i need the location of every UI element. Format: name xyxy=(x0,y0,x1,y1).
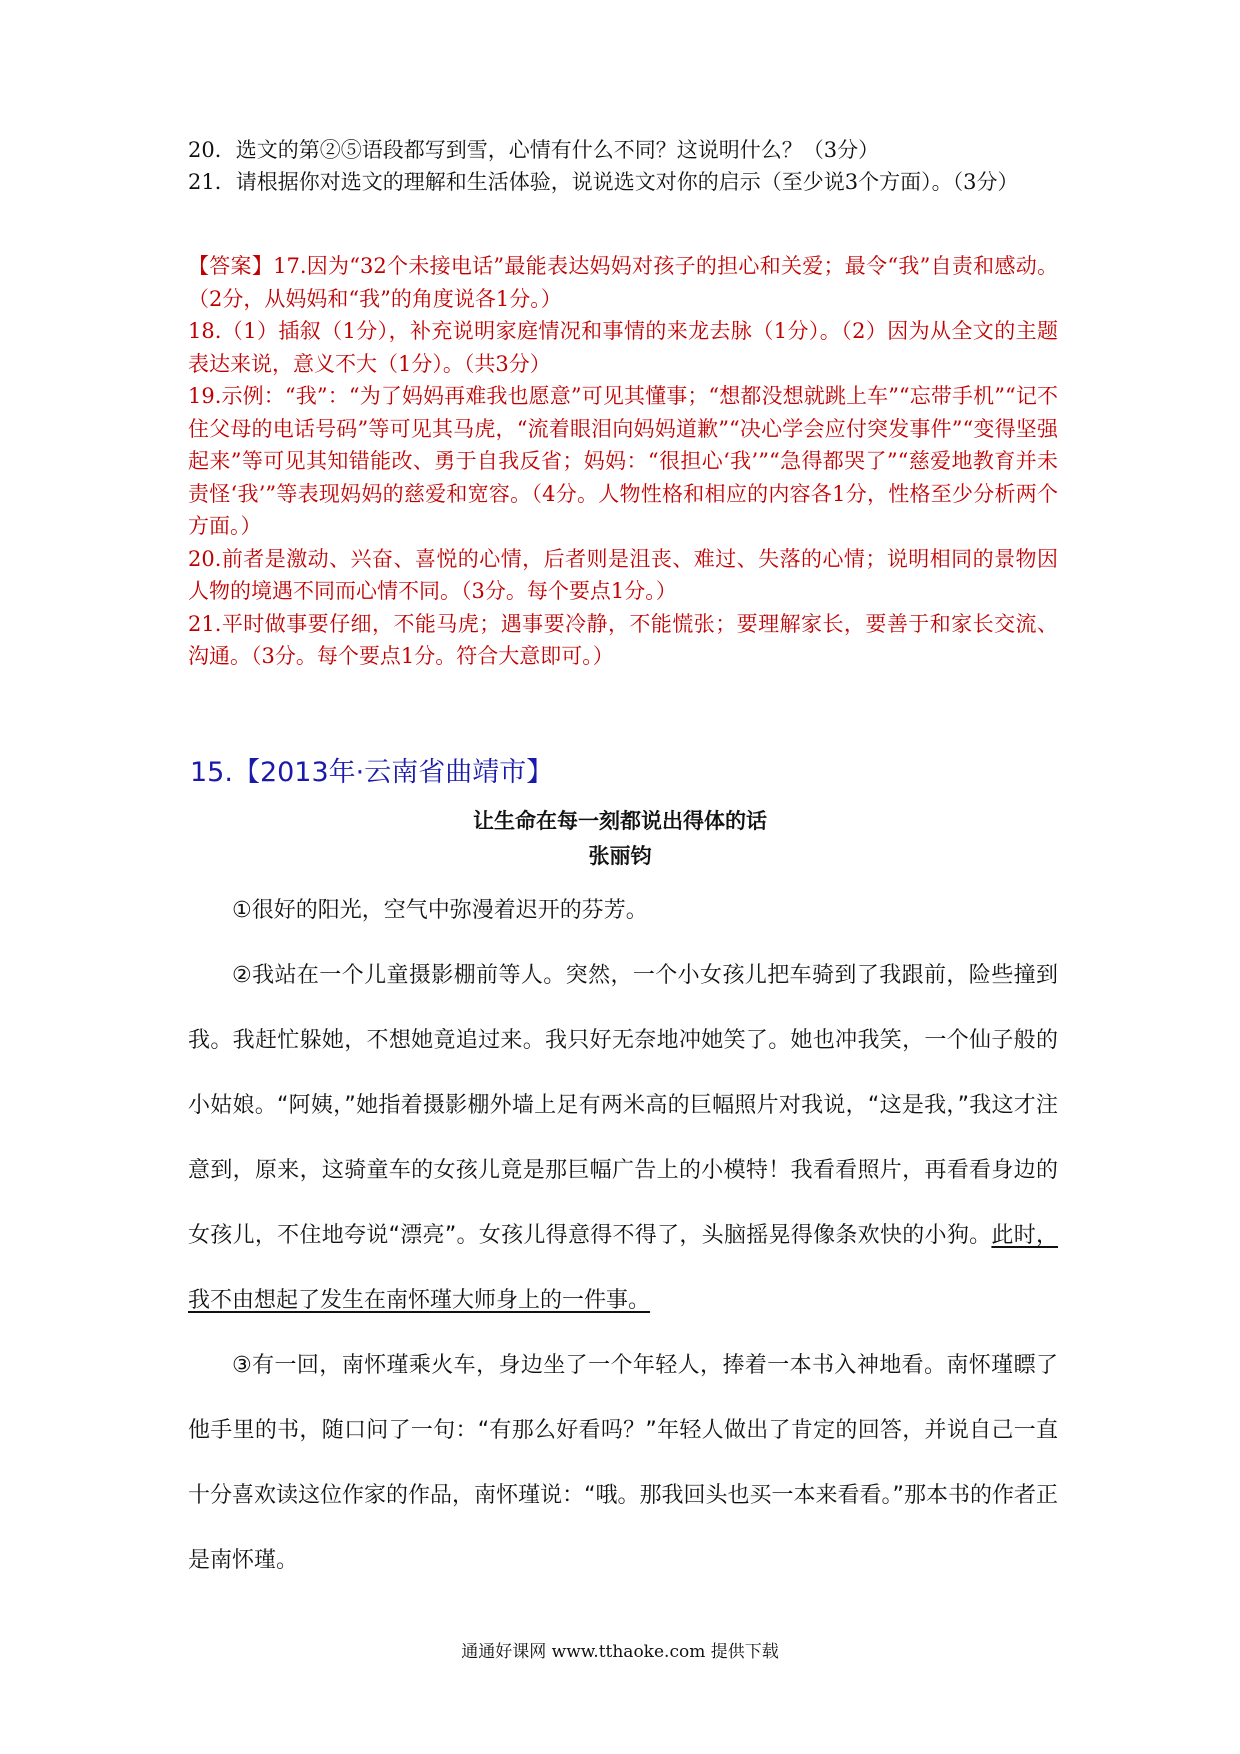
article-author: 张丽钧 xyxy=(588,844,652,868)
question-21: 21．请根据你对选文的理解和生活体验，说说选文对你的启示（至少说3个方面）。（3分） xyxy=(188,170,1019,194)
answer-18: 18.（1）插叙（1分），补充说明家庭情况和事情的来龙去脉（1分）。（2）因为从全文的主题表达来说，意义不大（1分）。（共3分） xyxy=(188,319,1058,376)
answer-21: 21.平时做事要仔细，不能马虎；遇事要冷静，不能慌张；要理解家长，要善于和家长交流、沟通。（3分。每个要点1分。符合大意即可。） xyxy=(188,611,1058,668)
answer-17: 【答案】17.因为“32个未接电话”最能表达妈妈对孩子的担心和关爱；最令“我”自责和感动。（2分，从妈妈和“我”的角度说各1分。） xyxy=(188,254,1058,311)
section-heading: 15.【2013年·云南省曲靖市】 xyxy=(190,757,554,788)
answer-20: 20.前者是激动、兴奋、喜悦的心情，后者则是沮丧、难过、失落的心情；说明相同的景物因人物的境遇不同而心情不同。（3分。每个要点1分。） xyxy=(188,546,1058,603)
paragraph-2-text: ②我站在一个儿童摄影棚前等人。突然，一个小女孩儿把车骑到了我跟前，险些撞到我。我赶忙躲她，不想她竟追过来。我只好无奈地冲她笑了。她也冲我笑，一个仙子般的小姑娘。“阿姨，”她指着摄影棚外墙上足有两米高的巨幅照片对我说，“这是我，”我这才注意到，原来，这骑童车的女孩儿竟是那巨幅广告上的小模特！我看看照片，再看看身边的女孩儿，不住地夸说“漂亮”。女孩儿得意得不得了，头脑摇晃得像条欢快的小狗。 xyxy=(188,963,1058,1248)
article-body xyxy=(188,878,1058,1593)
article-title: 让生命在每一刻都说出得体的话 xyxy=(473,809,767,833)
paragraph-2 xyxy=(188,943,1058,1333)
page-footer: 通通好课网 www.tthaoke.com 提供下载 xyxy=(461,1642,779,1662)
paragraph-2-underlined: 此时，我不由想起了发生在南怀瑾大师身上的一件事。 xyxy=(188,1223,1058,1313)
paragraph-3: ③有一回，南怀瑾乘火车，身边坐了一个年轻人，捧着一本书入神地看。南怀瑾瞟了他手里的书，随口问了一句：“有那么好看吗？”年轻人做出了肯定的回答，并说自己一直十分喜欢读这位作家的作品，南怀瑾说：“哦。那我回头也买一本来看看。”那本书的作者正是南怀瑾。 xyxy=(188,1353,1058,1573)
answer-block xyxy=(188,250,1058,673)
answer-19: 19.示例：“我”：“为了妈妈再难我也愿意”可见其懂事；“想都没想就跳上车”“忘带手机”“记不住父母的电话号码”等可见其马虎，“流着眼泪向妈妈道歉”“决心学会应付突发事件”“变得坚强起来”等可见其知错能改、勇于自我反省；妈妈：“很担心‘我’”“急得都哭了”“慈爱地教育并未责怪‘我’”等表现妈妈的慈爱和宽容。（4分。人物性格和相应的内容各1分，性格至少分析两个方面。） xyxy=(188,384,1058,538)
paragraph-1: ①很好的阳光，空气中弥漫着迟开的芬芳。 xyxy=(232,898,648,923)
question-20: 20．选文的第②⑤语段都写到雪，心情有什么不同？这说明什么？（3分） xyxy=(188,138,880,162)
